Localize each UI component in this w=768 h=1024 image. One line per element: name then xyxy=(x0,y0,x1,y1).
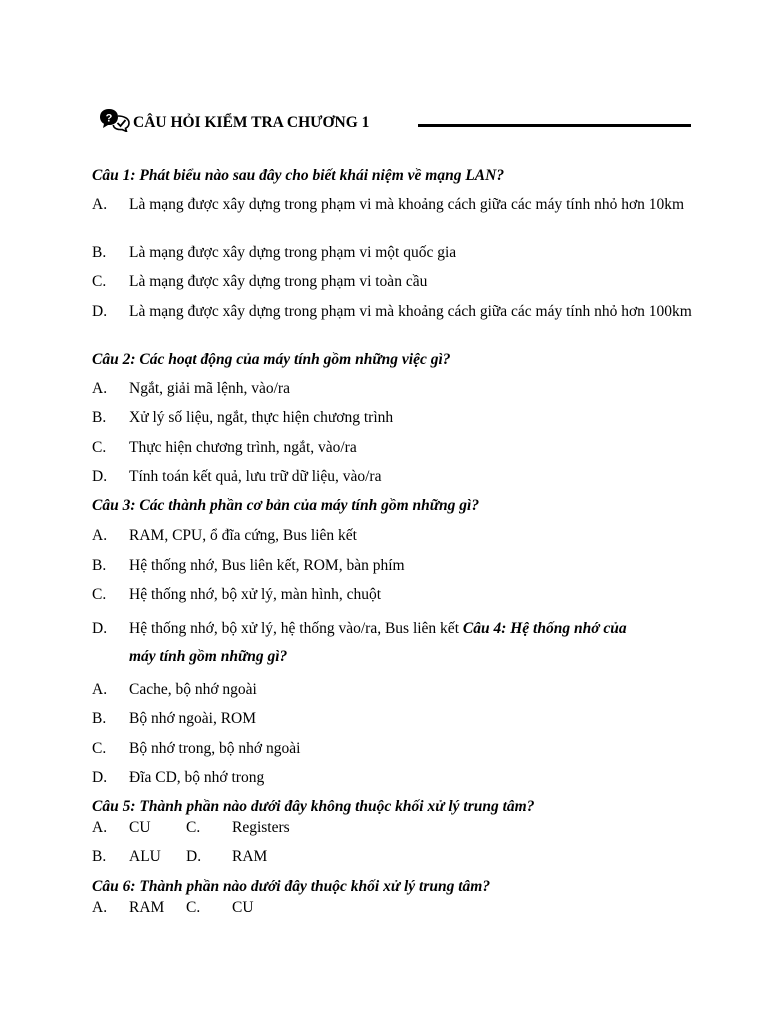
option-text: RAM xyxy=(232,848,268,865)
option-text: Là mạng được xây dựng trong phạm vi mà khoảng cách giữa các máy tính nhỏ hơn 100km xyxy=(129,303,692,320)
q4-option-b xyxy=(92,709,692,729)
page-header xyxy=(100,108,692,138)
q1-option-d xyxy=(92,302,692,322)
option-letter: A. xyxy=(92,527,108,544)
option-text: RAM xyxy=(129,899,165,916)
q3-option-a xyxy=(92,526,692,546)
header-rule xyxy=(418,124,691,127)
option-letter: A. xyxy=(92,899,108,916)
option-letter: B. xyxy=(92,848,107,865)
q3-option-d xyxy=(92,615,692,671)
option-letter: D. xyxy=(92,769,108,786)
option-text: Xử lý số liệu, ngắt, thực hiện chương trình xyxy=(129,409,394,426)
option-text: Bộ nhớ ngoài, ROM xyxy=(129,710,257,727)
option-text: Bộ nhớ trong, bộ nhớ ngoài xyxy=(129,740,301,757)
q2-option-d xyxy=(92,467,692,487)
option-letter: D. xyxy=(92,468,108,485)
option-letter: A. xyxy=(92,819,108,836)
option-letter: B. xyxy=(92,409,107,426)
option-text: ALU xyxy=(129,848,161,865)
q3-option-b xyxy=(92,556,692,576)
option-letter: C. xyxy=(92,740,107,757)
option-letter: C. xyxy=(92,273,107,290)
option-letter: B. xyxy=(92,710,107,727)
option-text: Hệ thống nhớ, Bus liên kết, ROM, bàn phím xyxy=(129,557,405,574)
option-text: Là mạng được xây dựng trong phạm vi mà khoảng cách giữa các máy tính nhỏ hơn 10km xyxy=(129,196,685,213)
q1-option-b xyxy=(92,243,692,263)
option-letter: C. xyxy=(186,819,201,836)
q1-option-a xyxy=(92,195,692,215)
question-4-part1: Câu 4: Hệ thống nhớ của xyxy=(462,620,627,637)
option-letter: C. xyxy=(186,899,201,916)
q2-option-c xyxy=(92,438,692,458)
option-text: CU xyxy=(129,819,151,836)
option-letter: D. xyxy=(92,620,108,637)
option-text: Ngắt, giải mã lệnh, vào/ra xyxy=(129,380,290,397)
option-letter: A. xyxy=(92,196,108,213)
option-text: Hệ thống nhớ, bộ xử lý, hệ thống vào/ra, Bus liên kết xyxy=(129,620,459,637)
option-letter: B. xyxy=(92,244,107,261)
question-4-part2: máy tính gồm những gì? xyxy=(129,648,288,665)
q2-option-a xyxy=(92,379,692,399)
option-letter: C. xyxy=(92,439,107,456)
question-chat-icon xyxy=(100,108,132,132)
q2-option-b xyxy=(92,408,692,428)
option-text-wrap xyxy=(129,615,692,671)
option-text: RAM, CPU, ổ đĩa cứng, Bus liên kết xyxy=(129,527,357,544)
question-2: Câu 2: Các hoạt động của máy tính gồm những việc gì? xyxy=(92,351,451,368)
q4-option-d xyxy=(92,768,692,788)
option-letter: A. xyxy=(92,380,108,397)
option-text: Tính toán kết quả, lưu trữ dữ liệu, vào/ra xyxy=(129,468,382,485)
question-3: Câu 3: Các thành phần cơ bản của máy tính gồm những gì? xyxy=(92,497,480,514)
option-letter: D. xyxy=(186,848,202,865)
question-5: Câu 5: Thành phần nào dưới đây không thuộc khối xử lý trung tâm? xyxy=(92,798,535,815)
option-letter: A. xyxy=(92,681,108,698)
option-letter: C. xyxy=(92,586,107,603)
option-letter: D. xyxy=(92,303,108,320)
option-text: Thực hiện chương trình, ngắt, vào/ra xyxy=(129,439,357,456)
option-text: Là mạng được xây dựng trong phạm vi toàn cầu xyxy=(129,273,428,290)
svg-text:?: ? xyxy=(105,112,113,125)
option-text: Hệ thống nhớ, bộ xử lý, màn hình, chuột xyxy=(129,586,382,603)
q4-option-c xyxy=(92,739,692,759)
option-text: Registers xyxy=(232,819,290,836)
option-text: Cache, bộ nhớ ngoài xyxy=(129,681,257,698)
option-letter: B. xyxy=(92,557,107,574)
q3-option-c xyxy=(92,585,692,605)
q4-option-a xyxy=(92,680,692,700)
question-1: Câu 1: Phát biểu nào sau đây cho biết khái niệm về mạng LAN? xyxy=(92,167,505,184)
option-text: CU xyxy=(232,899,254,916)
q1-option-c xyxy=(92,272,692,292)
option-text: Đĩa CD, bộ nhớ trong xyxy=(129,769,265,786)
option-text: Là mạng được xây dựng trong phạm vi một quốc gia xyxy=(129,244,457,261)
page-title: CÂU HỎI KIỂM TRA CHƯƠNG 1 xyxy=(133,114,370,131)
question-6: Câu 6: Thành phần nào dưới đây thuộc khối xử lý trung tâm? xyxy=(92,878,491,895)
